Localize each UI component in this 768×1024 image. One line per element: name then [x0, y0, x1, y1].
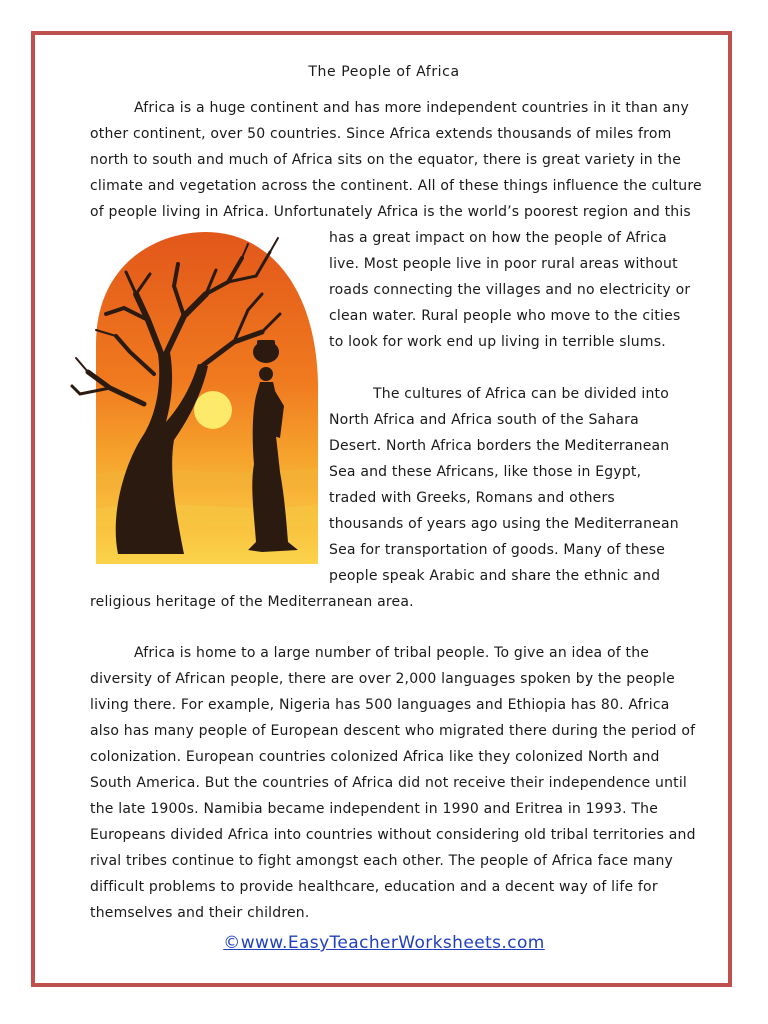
text-line: difficult problems to provide healthcare, education and a decent way of life for: [90, 879, 658, 895]
text-line: colonization. European countries colonized Africa like they colonized North and: [90, 749, 660, 765]
text-line: North Africa and Africa south of the Sahara: [329, 412, 639, 428]
text-line: also has many people of European descent who migrated there during the period of: [90, 723, 696, 739]
text-line: religious heritage of the Mediterranean area.: [90, 594, 414, 610]
text-line: themselves and their children.: [90, 905, 310, 921]
text-line: Africa is a huge continent and has more independent countries in it than any: [134, 100, 689, 116]
text-line: live. Most people live in poor rural areas without: [329, 256, 678, 272]
paragraph-2-end: [90, 589, 414, 615]
text-line: South America. But the countries of Africa did not receive their independence until: [90, 775, 688, 791]
text-line: traded with Greeks, Romans and others: [329, 490, 615, 506]
text-line: rival tribes continue to fight amongst each other. The people of Africa face many: [90, 853, 674, 869]
text-line: to look for work end up living in terrible slums.: [329, 334, 666, 350]
paragraph-1-top: [90, 95, 702, 225]
website-link[interactable]: ©www.EasyTeacherWorksheets.com: [223, 933, 545, 953]
page-title: The People of Africa: [308, 64, 460, 80]
baobab-tree-woman-illustration: [66, 224, 324, 572]
text-line: Sea and these Africans, like those in Egypt,: [329, 464, 642, 480]
text-line: the late 1900s. Namibia became independent in 1990 and Eritrea in 1993. The: [90, 801, 659, 817]
text-line: Desert. North Africa borders the Mediterranean: [329, 438, 670, 454]
text-line: diversity of African people, there are over 2,000 languages spoken by the people: [90, 671, 675, 687]
paragraph-2-wrap: [329, 381, 679, 589]
text-line: people speak Arabic and share the ethnic and: [329, 568, 661, 584]
text-line: of people living in Africa. Unfortunately Africa is the world’s poorest region and this: [90, 204, 691, 220]
text-line: has a great impact on how the people of Africa: [329, 230, 667, 246]
text-line: other continent, over 50 countries. Since Africa extends thousands of miles from: [90, 126, 672, 142]
sun-icon: [194, 391, 232, 429]
footer: [0, 933, 768, 953]
paragraph-3: [90, 640, 696, 926]
text-line: thousands of years ago using the Mediterranean: [329, 516, 679, 532]
text-line: north to south and much of Africa sits on the equator, there is great variety in the: [90, 152, 682, 168]
text-line: Sea for transportation of goods. Many of these: [329, 542, 666, 558]
paragraph-1-wrap: [329, 225, 690, 355]
text-line: Europeans divided Africa into countries without considering old tribal territories and: [90, 827, 696, 843]
text-line: clean water. Rural people who move to the cities: [329, 308, 681, 324]
text-line: The cultures of Africa can be divided into: [373, 386, 669, 402]
text-line: climate and vegetation across the continent. All of these things influence the culture: [90, 178, 702, 194]
text-line: roads connecting the villages and no electricity or: [329, 282, 691, 298]
text-line: Africa is home to a large number of tribal people. To give an idea of the: [134, 645, 650, 661]
text-line: living there. For example, Nigeria has 500 languages and Ethiopia has 80. Africa: [90, 697, 670, 713]
